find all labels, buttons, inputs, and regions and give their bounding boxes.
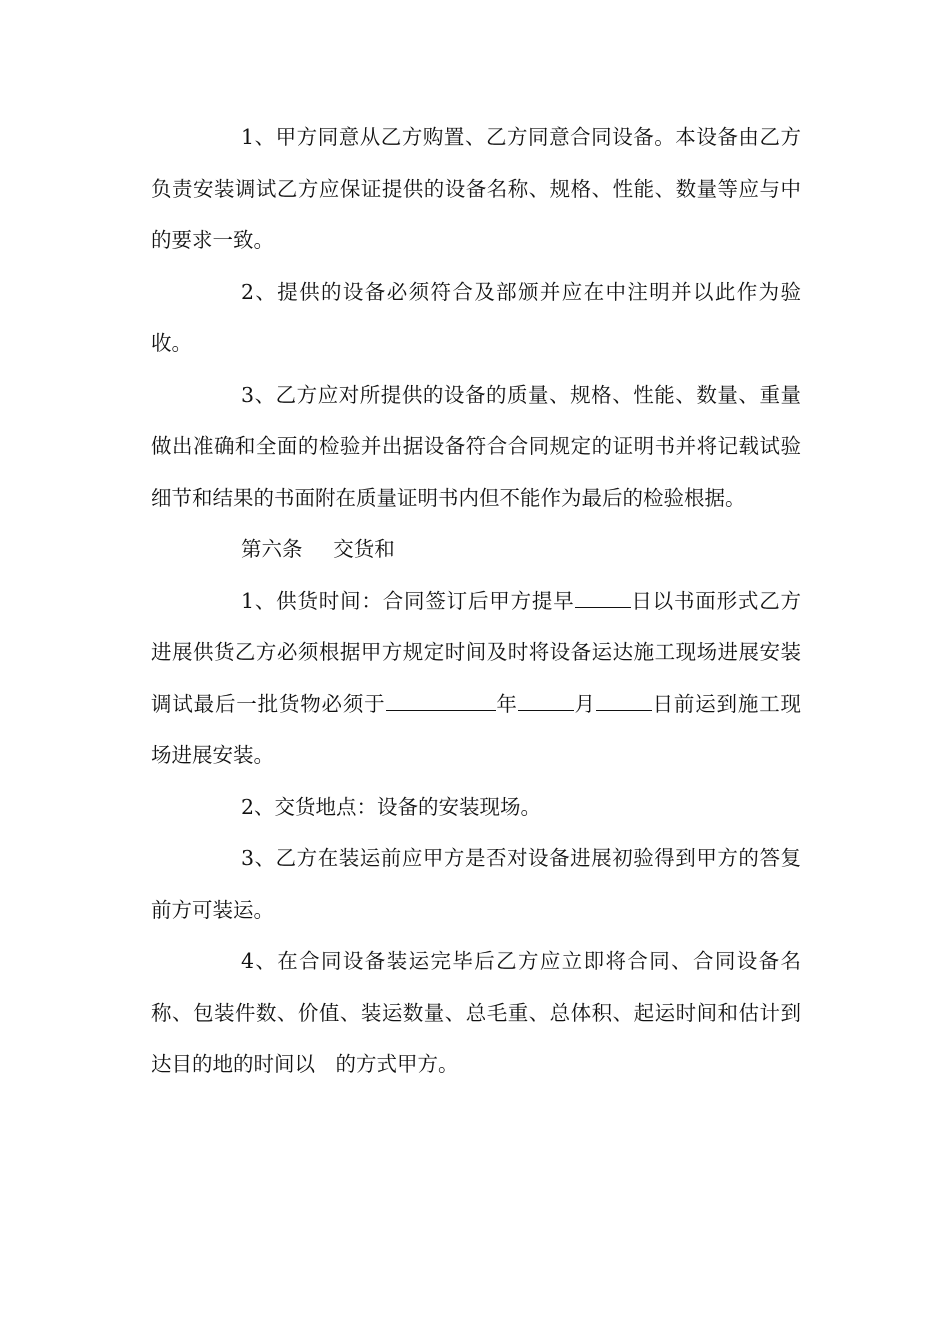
month-label: 月 bbox=[573, 691, 596, 716]
shipment-notice-paragraph bbox=[151, 936, 801, 1091]
delivery-time-paragraph bbox=[151, 576, 801, 782]
delivery-time-text-1: 1、供货时间：合同签订后甲方提早 bbox=[241, 588, 575, 613]
delivery-location-paragraph: 2、交货地点：设备的安装现场。 bbox=[241, 794, 542, 819]
year-blank bbox=[386, 693, 496, 711]
delivery-time-text-3: 日前运到施工现场进展安装。 bbox=[151, 691, 802, 767]
shipment-notice-text-2: 的方式甲方。 bbox=[335, 1052, 459, 1076]
pre-shipment-inspection-paragraph: 3、乙方在装运前应甲方是否对设备进展初验得到甲方的答复前方可装运。 bbox=[151, 846, 801, 922]
paragraph-2: 2、提供的设备必须符合及部颁并应在中注明并以此作为验收。 bbox=[151, 279, 801, 355]
document-body bbox=[151, 112, 801, 1091]
year-label: 年 bbox=[495, 691, 518, 716]
section-title: 交货和 bbox=[333, 537, 395, 561]
paragraph-1: 1、甲方同意从乙方购置、乙方同意合同设备。本设备由乙方负责安装调试乙方应保证提供的设备名称、规格、性能、数量等应与中的要求一致。 bbox=[151, 125, 801, 252]
delivery-time-text-2: 日以书面形式乙方进展供货乙方必须根据甲方规定时间及时将设备运达施工现场进展安装调试最后一批货物必须于 bbox=[151, 588, 801, 716]
paragraph-3: 3、乙方应对所提供的设备的质量、规格、性能、数量、重量做出准确和全面的检验并出据设备符合合同规定的证明书并将记载试验细节和结果的书面附在质量证明书内但不能作为最后的检验根据。 bbox=[151, 382, 801, 510]
month-blank bbox=[518, 693, 574, 711]
section-number: 第六条 bbox=[241, 537, 303, 561]
day-blank bbox=[596, 693, 652, 711]
days-blank bbox=[575, 590, 631, 608]
shipment-notice-text-1: 4、在合同设备装运完毕后乙方应立即将合同、合同设备名称、包装件数、价值、装运数量、总毛重、总体积、起运时间和估计到达目的地的时间以 bbox=[151, 949, 801, 1076]
section-heading bbox=[151, 524, 801, 576]
